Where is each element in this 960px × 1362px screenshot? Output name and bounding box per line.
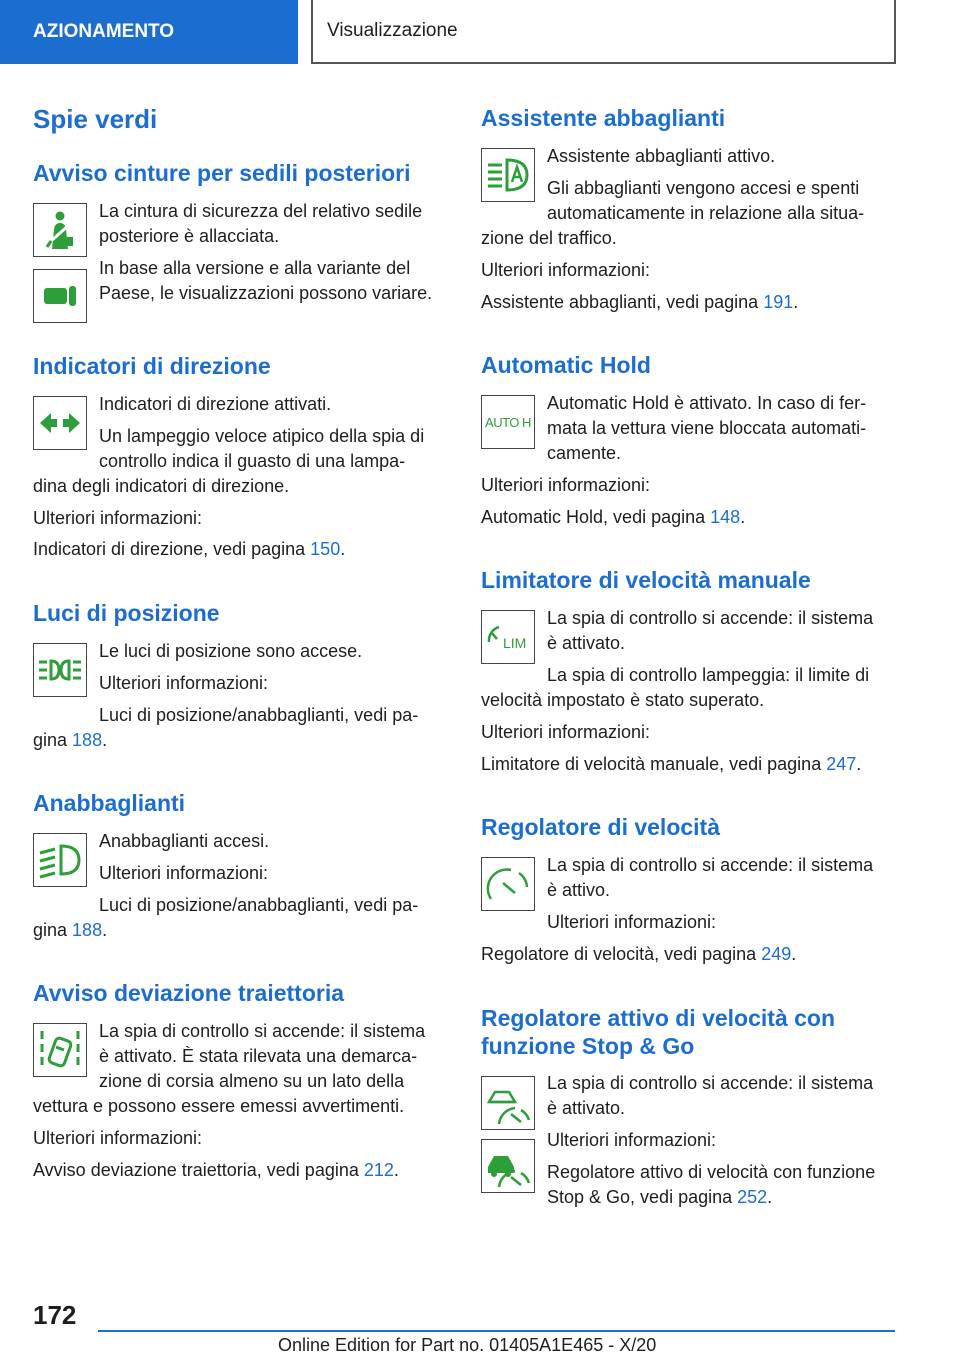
seatbelt-icon — [33, 203, 87, 257]
section-title-cruise-control: Regolatore di velocità — [481, 814, 721, 840]
cruise-control-text-1a: La spia di controllo si accende: il sistema — [547, 855, 874, 875]
section-title-low-beams: Anabbaglianti — [33, 790, 186, 816]
acc-stop-go-text-1b: è attivato. — [547, 1098, 626, 1118]
reference-end: . — [102, 920, 108, 940]
high-beam-assistant-text-2c: zione del traffico. — [481, 228, 617, 248]
speed-limiter-icon — [481, 610, 535, 664]
auto-hold-icon — [481, 395, 535, 449]
turn-signals-text-2a: Un lampeggio veloce atipico della spia di — [99, 426, 425, 446]
cruise-control-icon — [481, 857, 535, 911]
cruise-control-text-1b: è attivo. — [547, 880, 611, 900]
reference-text: Automatic Hold, vedi pagina — [481, 507, 711, 527]
page-link-150[interactable]: 150 — [310, 539, 341, 559]
high-beam-assistant-icon — [481, 148, 535, 202]
page-link-188[interactable]: 188 — [72, 920, 103, 940]
footer-edition: Online Edition for Part no. 01405A1E465 - X/20 — [278, 1335, 657, 1355]
reference-end: . — [791, 944, 797, 964]
reference-end: . — [340, 539, 346, 559]
reference-text: Assistente abbaglianti, vedi pagina — [481, 292, 764, 312]
speed-limiter-icon-text: LIM — [503, 635, 527, 651]
section-title-seatbelt: Avviso cinture per sedili posteriori — [33, 160, 411, 186]
main-title: Spie verdi — [33, 104, 158, 134]
acc-stop-go-reference — [547, 1185, 772, 1210]
section-title-automatic-hold: Automatic Hold — [481, 352, 651, 378]
lane-departure-icon — [33, 1023, 87, 1077]
automatic-hold-text-1a: Automatic Hold è attivato. In caso di fer- — [547, 393, 867, 413]
low-beams-text-1: Anabbaglianti accesi. — [99, 831, 270, 851]
section-title-turn-signals: Indicatori di direzione — [33, 353, 271, 379]
reference-text: Regolatore di velocità, vedi pagina — [481, 944, 762, 964]
speed-limiter-more-info: Ulteriori informazioni: — [481, 722, 651, 742]
acc-stop-go-more-info: Ulteriori informazioni: — [547, 1130, 717, 1150]
parking-lights-icon — [33, 643, 87, 697]
automatic-hold-more-info: Ulteriori informazioni: — [481, 475, 651, 495]
cruise-control-more-info: Ulteriori informazioni: — [547, 912, 717, 932]
auto-hold-icon-text: AUTO H — [485, 414, 531, 430]
low-beam-icon — [33, 833, 87, 887]
lane-departure-text-1b: è attivato. È stata rilevata una demarca- — [99, 1046, 418, 1066]
section-tab — [0, 0, 298, 64]
rear-seat-belt-icon — [33, 269, 87, 323]
section-title-lane-departure: Avviso deviazione traiettoria — [33, 980, 345, 1006]
section-title-acc-stop-go-a: Regolatore attivo di velocità con — [481, 1005, 836, 1031]
lane-departure-text-1a: La spia di controllo si accende: il sistema — [99, 1021, 426, 1041]
acc-stop-go-icon — [481, 1076, 535, 1130]
reference-text: Avviso deviazione traiettoria, vedi pagina — [33, 1160, 364, 1180]
reference-end: . — [393, 1160, 399, 1180]
page-link-247[interactable]: 247 — [826, 754, 857, 774]
speed-limiter-text-1a: La spia di controllo si accende: il sistema — [547, 608, 874, 628]
speed-limiter-text-2a: La spia di controllo lampeggia: il limite di — [547, 665, 870, 685]
reference-text: Indicatori di direzione, vedi pagina — [33, 539, 311, 559]
automatic-hold-text-1b: mata la vettura viene bloccata automati- — [547, 418, 867, 438]
cruise-control-reference — [481, 942, 796, 967]
speed-limiter-text-1b: è attivato. — [547, 633, 626, 653]
low-beams-ref-a: Luci di posizione/anabbaglianti, vedi pa- — [99, 895, 419, 915]
seatbelt-text-2: In base alla versione e alla variante del Paese, le visualizzazioni possono variare. — [99, 258, 433, 303]
acc-stop-go-active-icon — [481, 1139, 535, 1193]
low-beams-reference — [33, 918, 107, 943]
page-link-212[interactable]: 212 — [363, 1160, 394, 1180]
high-beam-assistant-reference — [481, 290, 798, 315]
parking-lights-reference — [33, 728, 107, 753]
reference-text: gina — [33, 730, 73, 750]
reference-end: . — [767, 1187, 773, 1207]
parking-lights-more-info: Ulteriori informazioni: — [99, 673, 269, 693]
page-link-148[interactable]: 148 — [710, 507, 741, 527]
turn-signal-icon — [33, 396, 87, 450]
lane-departure-reference — [33, 1158, 399, 1183]
reference-end: . — [793, 292, 799, 312]
turn-signals-reference — [33, 537, 345, 562]
reference-end: . — [102, 730, 108, 750]
turn-signals-text-2c: dina degli indicatori di direzione. — [33, 476, 290, 496]
seatbelt-text-1: La cintura di sicurezza del relativo sedile posteriore è allacciata. — [99, 201, 423, 246]
footer-rule — [98, 1330, 895, 1332]
high-beam-assistant-text-2b: automaticamente in relazione alla situa- — [547, 203, 865, 223]
section-title-high-beam-assistant: Assistente abbaglianti — [481, 105, 726, 131]
section-title-speed-limiter: Limitatore di velocità manuale — [481, 567, 811, 593]
reference-end: . — [856, 754, 862, 774]
turn-signals-more-info: Ulteriori informazioni: — [33, 508, 203, 528]
page-number: 172 — [33, 1300, 77, 1330]
page-link-191[interactable]: 191 — [763, 292, 794, 312]
high-beam-assistant-more-info: Ulteriori informazioni: — [481, 260, 651, 280]
reference-text: Stop & Go, vedi pagina — [547, 1187, 738, 1207]
page-link-188[interactable]: 188 — [72, 730, 103, 750]
high-beam-assistant-text-1: Assistente abbaglianti attivo. — [547, 146, 776, 166]
chapter-title: Visualizzazione — [327, 20, 458, 41]
page-link-249[interactable]: 249 — [761, 944, 792, 964]
low-beams-more-info: Ulteriori informazioni: — [99, 863, 269, 883]
lane-departure-text-1c: zione di corsia almeno su un lato della — [99, 1071, 405, 1091]
section-label: AZIONAMENTO — [33, 21, 175, 42]
acc-stop-go-ref-a: Regolatore attivo di velocità con funzione — [547, 1162, 876, 1182]
turn-signals-text-1: Indicatori di direzione attivati. — [99, 394, 332, 414]
automatic-hold-reference — [481, 505, 745, 530]
lane-departure-text-1d: vettura e possono essere emessi avvertimenti. — [33, 1096, 405, 1116]
chapter-title-box — [311, 0, 896, 64]
speed-limiter-reference — [481, 752, 861, 777]
section-title-parking-lights: Luci di posizione — [33, 600, 220, 626]
automatic-hold-text-1c: camente. — [547, 443, 622, 463]
reference-end: . — [740, 507, 746, 527]
acc-stop-go-text-1a: La spia di controllo si accende: il sistema — [547, 1073, 874, 1093]
parking-lights-text-1: Le luci di posizione sono accese. — [99, 641, 363, 661]
page-link-252[interactable]: 252 — [737, 1187, 768, 1207]
parking-lights-ref-a: Luci di posizione/anabbaglianti, vedi pa- — [99, 705, 419, 725]
lane-departure-more-info: Ulteriori informazioni: — [33, 1128, 203, 1148]
turn-signals-text-2b: controllo indica il guasto di una lampa- — [99, 451, 406, 471]
speed-limiter-text-2b: velocità impostato è stato superato. — [481, 690, 765, 710]
section-title-acc-stop-go-b: funzione Stop & Go — [481, 1033, 695, 1059]
high-beam-assistant-text-2a: Gli abbaglianti vengono accesi e spenti — [547, 178, 860, 198]
reference-text: gina — [33, 920, 73, 940]
reference-text: Limitatore di velocità manuale, vedi pagina — [481, 754, 827, 774]
